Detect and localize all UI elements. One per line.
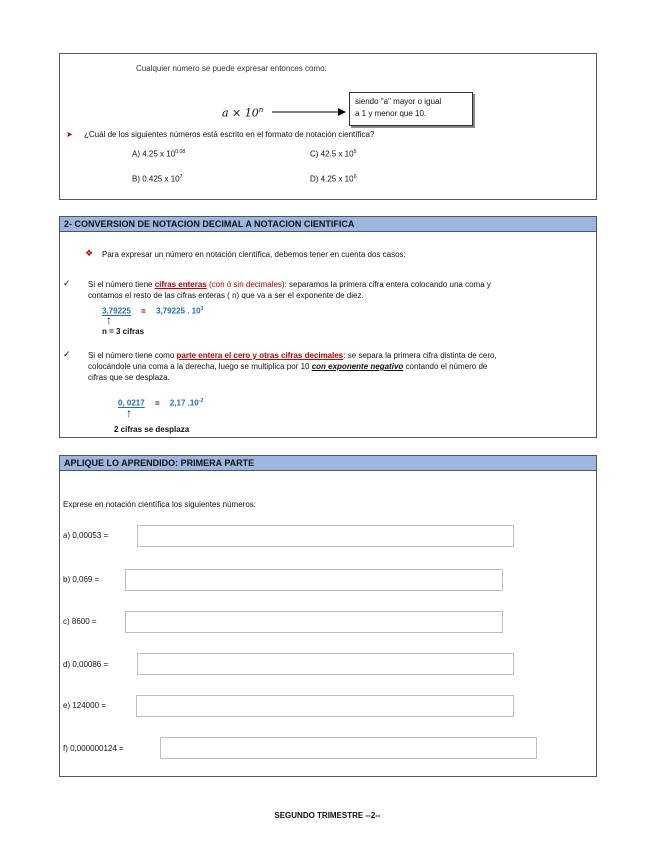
item-b-label: b) 0,069 = [63,575,100,584]
answer-a-input[interactable] [137,525,514,547]
example1-note: n = 3 cifras [102,327,145,336]
item-e-label: e) 124000 = [63,701,106,710]
intro-text: Cualquier número se puede expresar entonces como: [136,64,327,73]
section-header: 2- CONVERSION DE NOTACION DECIMAL A NOTACION CIENTIFICA [60,217,596,232]
case1-text: Si el número tiene cifras enteras (con ó sin decimales): separamos la primera cifra entera colocando una coma y contamos el resto de las cifras enteras ( n) que va a ser el exponente de diez. [88,280,491,300]
practice-instruction: Exprese en notación científica los siguientes números: [63,500,256,509]
option-a: A) 4.25 x $10^{0.08}$ [132,149,186,159]
practice-section [59,455,597,777]
example2-note: 2 cifras se desplaza [114,425,190,434]
check-icon: ✓ [63,349,71,359]
question-bullet-icon: ➤ [66,130,73,139]
example1: 3,79225 = 3,79225 . $10^3$ [102,306,204,316]
item-f-label: f) 0,000000124 = [63,744,124,753]
answer-c-input[interactable] [125,611,503,633]
answer-b-input[interactable] [125,569,503,591]
check-icon: ✓ [63,278,71,288]
item-c-label: c) 8600 = [63,617,97,626]
arrow-up-icon: ↑ [126,406,132,420]
answer-f-input[interactable] [160,737,537,759]
diamond-icon: ❖ [85,248,94,258]
option-d: D) 4.25 x $10^6$ [310,174,357,184]
notation-box [59,53,597,200]
page-footer: SEGUNDO TRIMESTRE --2-- [274,811,381,820]
option-c: C) 42.5 x $10^5$ [310,149,357,159]
note-box: siendo "a" mayor o igual a 1 y menor que 10. [349,92,473,126]
formula: $a \times 10^n$ [222,105,264,120]
answer-d-input[interactable] [137,653,514,675]
option-b: B) 0.425 x $10^7$ [132,174,183,184]
section-intro: Para expresar un número en notación científica, debemos tener en cuenta dos casos: [102,250,406,259]
answer-e-input[interactable] [136,695,514,717]
arrow-right-icon [272,107,346,117]
item-d-label: d) 0,00086 = [63,660,109,669]
item-a-label: a) 0,00053 = [63,531,109,540]
conversion-section [59,216,597,438]
arrow-up-icon: ↑ [106,313,112,327]
question-text: ¿Cuál de los siguientes números está escrito en el formato de notación científica? [84,130,375,139]
case2-text: Si el número tiene como parte entera el cero y otras cifras decimales: se separa la primera cifra distinta de cero, colocándole una coma a la derecha, luego se multiplica por 10 con exponente negativo contando el número de cifras que se desplaza. [88,351,497,382]
practice-header: APLIQUE LO APRENDIDO: PRIMERA PARTE [60,456,596,471]
example2: 0, 0217 = 2,17 $.10^{-2}$ [118,398,204,408]
